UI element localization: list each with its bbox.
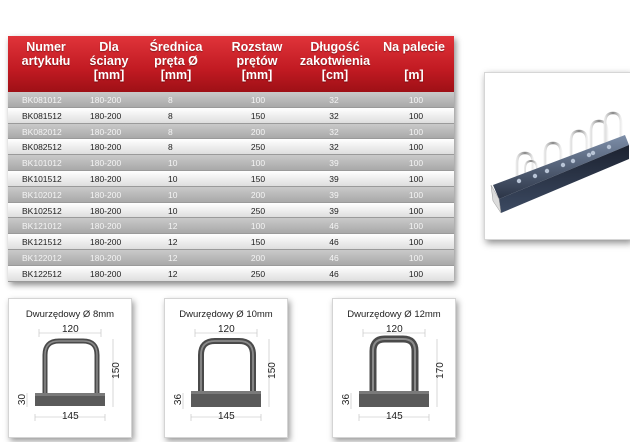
cell-rod-diameter: 10 [168,189,178,200]
cell-rod-diameter: 8 [168,126,173,137]
cell-article-number: BK081512 [22,110,62,121]
cell-per-pallet: 100 [408,126,424,137]
cell-per-pallet: 100 [408,142,424,153]
cell-article-number: BK081012 [22,95,62,105]
cell-wall: 180-200 [90,205,122,216]
table-row [8,234,454,250]
cell-per-pallet: 100 [408,173,424,184]
cell-anchor-length: 32 [329,110,339,121]
header-rod-spacing: Rozstaw prętów [mm] [231,40,283,82]
cell-wall: 180-200 [90,221,122,232]
cell-anchor-length: 39 [329,158,339,169]
cell-rod-diameter: 10 [168,205,178,216]
drawing-12mm [332,298,456,438]
dimension-top: 120 [62,324,79,335]
cell-anchor-length: 32 [329,95,339,105]
cell-per-pallet: 100 [408,252,424,263]
header-rod-diameter: Średnica pręta Ø [mm] [149,40,203,82]
cell-wall: 180-200 [90,158,122,169]
dimension-top: 120 [218,324,235,335]
table-row [8,155,454,171]
product-table [8,36,454,282]
cell-wall: 180-200 [90,189,122,200]
cell-article-number: BK121512 [22,237,62,248]
table-row [8,203,454,219]
dimension-bottom: 145 [218,411,235,422]
rebar-connector-illustration [485,73,630,239]
table-row [8,139,454,155]
cell-per-pallet: 100 [408,189,424,200]
cell-article-number: BK101012 [22,158,62,169]
cell-per-pallet: 100 [408,221,424,232]
cell-rod-spacing: 100 [250,95,266,105]
cell-anchor-length: 32 [329,142,339,153]
dimension-bottom: 145 [62,411,79,422]
dimension-height: 150 [110,362,122,379]
cell-rod-spacing: 250 [250,205,266,216]
cell-article-number: BK122012 [22,252,62,263]
cell-article-number: BK082512 [22,142,62,153]
cell-rod-diameter: 8 [168,110,173,121]
cell-anchor-length: 46 [329,237,339,248]
dimension-height: 150 [266,362,278,379]
table-row [8,124,454,140]
table-row [8,171,454,187]
cell-rod-diameter: 12 [168,221,178,232]
cell-wall: 180-200 [90,237,122,248]
cell-per-pallet: 100 [408,268,424,279]
dimension-base: 36 [173,393,185,406]
cell-wall: 180-200 [90,142,122,153]
drawing-title: Dwurzędowy Ø 10mm [179,309,273,320]
dimension-bottom: 145 [386,411,403,422]
cell-article-number: BK082012 [22,126,62,137]
cell-wall: 180-200 [90,110,122,121]
cell-rod-spacing: 250 [250,142,266,153]
dimension-height: 170 [434,362,446,379]
cell-rod-diameter: 12 [168,268,178,279]
cell-per-pallet: 100 [408,237,424,248]
cell-rod-spacing: 250 [250,268,266,279]
cell-anchor-length: 46 [329,252,339,263]
table-body [8,92,454,282]
table-row [8,108,454,124]
product-photo [484,72,630,240]
cell-article-number: BK122512 [22,268,62,279]
cell-anchor-length: 46 [329,221,339,232]
cell-rod-diameter: 10 [168,158,178,169]
cell-per-pallet: 100 [408,110,424,121]
table-row [8,218,454,234]
cell-anchor-length: 39 [329,173,339,184]
cell-per-pallet: 100 [408,158,424,169]
cell-rod-spacing: 200 [250,189,266,200]
cell-rod-diameter: 12 [168,252,178,263]
cell-rod-spacing: 200 [250,126,266,137]
cell-rod-spacing: 100 [250,221,266,232]
header-anchor-length: Długość zakotwienia [cm] [299,40,371,82]
cell-rod-diameter: 10 [168,173,178,184]
header-article-number: Numer artykułu [21,40,71,68]
cell-article-number: BK102512 [22,205,62,216]
header-per-pallet-unit: [m] [404,68,424,82]
cell-anchor-length: 39 [329,205,339,216]
table-row [8,92,454,108]
cell-anchor-length: 32 [329,126,339,137]
dimension-base: 30 [17,393,29,406]
table-row [8,187,454,203]
header-per-pallet: Na palecie [383,40,445,54]
cell-per-pallet: 100 [408,205,424,216]
cell-anchor-length: 39 [329,189,339,200]
cell-rod-spacing: 150 [250,173,266,184]
cell-anchor-length: 46 [329,268,339,279]
cell-rod-diameter: 12 [168,237,178,248]
table-row [8,250,454,266]
cell-article-number: BK121012 [22,221,62,232]
drawing-title: Dwurzędowy Ø 12mm [347,309,441,320]
cell-wall: 180-200 [90,126,122,137]
cell-rod-diameter: 8 [168,142,173,153]
dimension-top: 120 [386,324,403,335]
cell-wall: 180-200 [90,95,122,105]
cell-wall: 180-200 [90,252,122,263]
cell-rod-spacing: 150 [250,237,266,248]
dimension-base: 36 [341,393,353,406]
table-header [8,36,454,92]
cell-wall: 180-200 [90,173,122,184]
table-row [8,266,454,282]
cell-rod-spacing: 150 [250,110,266,121]
drawing-8mm [8,298,132,438]
cell-rod-diameter: 8 [168,95,173,105]
cell-article-number: BK102012 [22,189,62,200]
drawing-10mm [164,298,288,438]
cell-rod-spacing: 100 [250,158,266,169]
cell-rod-spacing: 200 [250,252,266,263]
cell-per-pallet: 100 [408,95,424,105]
header-wall: Dla ściany [mm] [89,40,129,82]
cell-article-number: BK101512 [22,173,62,184]
drawing-title: Dwurzędowy Ø 8mm [25,309,115,320]
cell-wall: 180-200 [90,268,122,279]
